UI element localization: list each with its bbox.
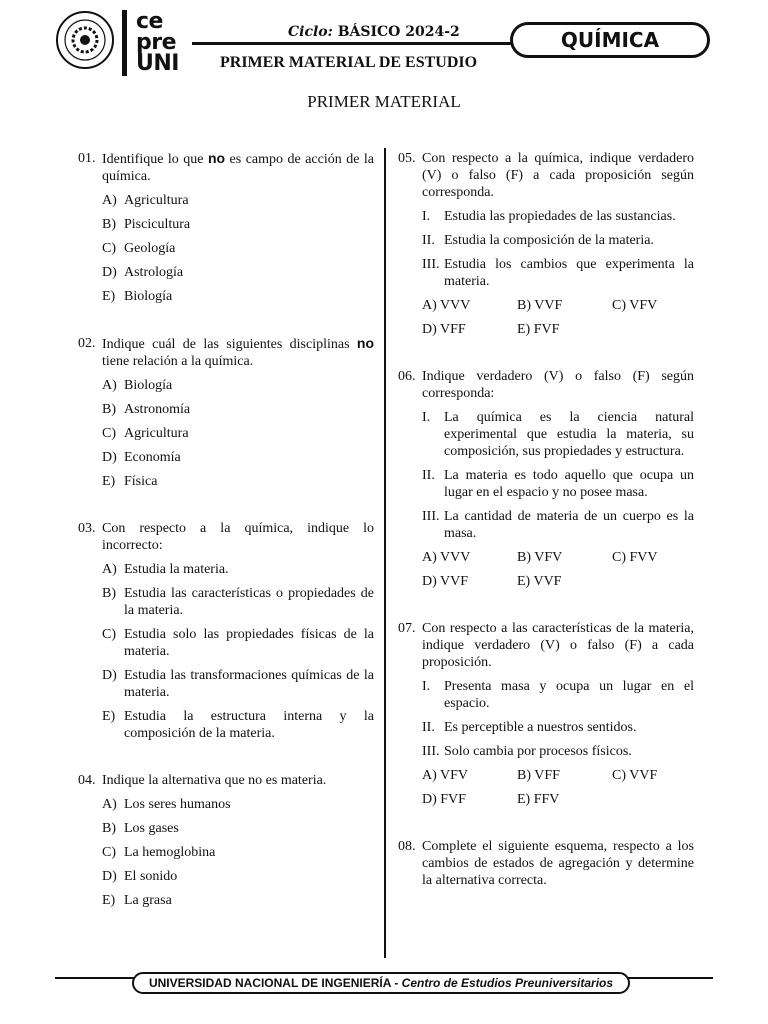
statement: [422, 208, 694, 225]
answer-option: A) VFV: [422, 768, 469, 783]
logo-line: pre: [136, 30, 177, 55]
footer-university: UNIVERSIDAD NACIONAL DE INGENIERÍA: [148, 976, 391, 990]
answer-option: [102, 216, 374, 233]
question-text-part: Identifique lo que: [102, 152, 208, 167]
statement-number: II.: [422, 468, 435, 483]
option-letter: C): [102, 845, 116, 860]
answer-option: [102, 449, 374, 466]
option-text: La hemoglobina: [124, 845, 216, 860]
answer-option: B) VFV: [517, 550, 563, 565]
statement-number: II.: [422, 233, 435, 248]
answer-option: [102, 796, 374, 813]
question-number: 07.: [398, 621, 416, 636]
option-letter: A): [102, 562, 117, 577]
statement-number: II.: [422, 720, 435, 735]
answer-option: [102, 377, 374, 394]
statement: [422, 719, 694, 736]
left-column: [78, 150, 374, 931]
statement-text: Presenta masa y ocupa un lugar en el espacio.: [444, 679, 694, 711]
answer-option: [102, 626, 374, 660]
question-number: 04.: [78, 773, 96, 788]
answer-option: D) FVF: [422, 792, 466, 807]
header-rule: [192, 42, 512, 45]
option-text: Estudia solo las propiedades físicas de la materia.: [124, 627, 374, 659]
question-number: 05.: [398, 151, 416, 166]
statement: [422, 409, 694, 460]
question-05: [398, 150, 694, 338]
statement-number: I.: [422, 209, 431, 224]
option-letter: B): [102, 402, 116, 417]
statement: [422, 232, 694, 249]
question-emphasis: no: [207, 150, 226, 166]
statement-number: I.: [422, 410, 431, 425]
statement-number: III.: [422, 257, 440, 272]
option-text: Física: [124, 474, 158, 489]
statement-text: Es perceptible a nuestros sentidos.: [444, 720, 637, 735]
question-number: 03.: [78, 521, 96, 536]
option-letter: B): [102, 586, 116, 601]
answer-option: [102, 667, 374, 701]
question-text: Indique la alternativa que no es materia.: [102, 773, 327, 788]
question-03: [78, 520, 374, 742]
question-text: Con respecto a las características de la materia, indique verdadero (V) o falso (F) a cada proposición.: [422, 621, 694, 670]
question-text: Indique verdadero (V) o falso (F) según corresponda:: [422, 369, 694, 401]
option-text: La grasa: [124, 893, 172, 908]
subject-badge: QUÍMICA: [510, 22, 710, 58]
question-number: 01.: [78, 151, 96, 166]
question-emphasis: no: [356, 335, 374, 351]
question-04: [78, 772, 374, 909]
answer-option: C) VFV: [612, 298, 658, 313]
question-06: [398, 368, 694, 590]
option-letter: B): [102, 821, 116, 836]
option-text: Economía: [124, 450, 181, 465]
question-number: 08.: [398, 839, 416, 854]
university-seal-logo: [55, 10, 115, 70]
question-text: [102, 150, 374, 185]
answer-option: [102, 561, 374, 578]
option-letter: D): [102, 450, 117, 465]
logo-line: ce: [136, 9, 163, 34]
option-letter: E): [102, 893, 116, 908]
option-text: Astrología: [124, 265, 184, 280]
answer-option: [102, 288, 374, 305]
statement: [422, 743, 694, 760]
option-letter: E): [102, 709, 116, 724]
answer-option: [102, 473, 374, 490]
answer-options: [422, 549, 694, 590]
option-letter: C): [102, 426, 116, 441]
answer-option: [102, 401, 374, 418]
statement-number: I.: [422, 679, 431, 694]
statement-text: Estudia las propiedades de las sustancias.: [444, 209, 676, 224]
answer-option: [102, 425, 374, 442]
statement: [422, 256, 694, 290]
option-text: Estudia la estructura interna y la composición de la materia.: [124, 709, 374, 741]
option-letter: D): [102, 668, 117, 683]
logo-divider: [122, 10, 127, 76]
option-text: Astronomía: [124, 402, 191, 417]
answer-options: [422, 297, 694, 338]
statement: [422, 467, 694, 501]
option-text: Biología: [124, 289, 173, 304]
option-text: Los seres humanos: [124, 797, 231, 812]
answer-option: A) VVV: [422, 298, 471, 313]
answer-option: D) VFF: [422, 322, 466, 337]
answer-option: [102, 868, 374, 885]
answer-option: [102, 585, 374, 619]
option-letter: A): [102, 193, 117, 208]
cepre-uni-logo: [136, 9, 179, 76]
question-number: 02.: [78, 336, 96, 351]
option-text: Los gases: [124, 821, 179, 836]
option-letter: E): [102, 289, 116, 304]
answer-option: E) VVF: [517, 574, 562, 589]
option-letter: E): [102, 474, 116, 489]
answer-option: [102, 892, 374, 909]
option-letter: D): [102, 265, 117, 280]
question-text: Con respecto a la química, indique verdadero (V) o falso (F) a cada proposición según corresponda.: [422, 151, 694, 200]
question-text-part: tiene relación a la química.: [102, 354, 254, 369]
answer-option: D) VVF: [422, 574, 469, 589]
answer-option: C) FVV: [612, 550, 658, 565]
option-text: Estudia las características o propiedades de la materia.: [124, 586, 374, 618]
option-text: Geología: [124, 241, 176, 256]
logo-line: UNI: [136, 51, 179, 76]
statement-text: Solo cambia por procesos físicos.: [444, 744, 632, 759]
answer-option: [102, 192, 374, 209]
answer-option: E) FVF: [517, 322, 560, 337]
cycle-prefix: Ciclo:: [288, 24, 333, 40]
question-text: Complete el siguiente esquema, respecto a los cambios de estados de agregación y determine la alternativa correcta.: [422, 839, 694, 888]
page-title: PRIMER MATERIAL: [307, 92, 461, 111]
option-text: Estudia la materia.: [124, 562, 229, 577]
option-text: Agricultura: [124, 193, 189, 208]
question-text: [102, 335, 374, 370]
question-08: [398, 838, 694, 889]
answer-option: B) VVF: [517, 298, 563, 313]
right-column: [398, 150, 694, 911]
cycle-label: [288, 24, 460, 40]
statement-number: III.: [422, 509, 440, 524]
question-text: Con respecto a la química, indique lo incorrecto:: [102, 521, 374, 553]
question-number: 06.: [398, 369, 416, 384]
material-title: PRIMER MATERIAL DE ESTUDIO: [220, 54, 478, 71]
answer-options: [422, 767, 694, 808]
option-letter: D): [102, 869, 117, 884]
option-text: Estudia las transformaciones químicas de la materia.: [124, 668, 374, 700]
answer-option: [102, 708, 374, 742]
statement-text: La cantidad de materia de un cuerpo es la masa.: [444, 509, 694, 541]
question-text-part: Indique cuál de las siguientes disciplinas: [102, 337, 357, 352]
option-letter: A): [102, 797, 117, 812]
answer-option: [102, 820, 374, 837]
option-text: Piscicultura: [124, 217, 191, 232]
option-text: Agricultura: [124, 426, 189, 441]
footer-center: Centro de Estudios Preuniversitarios: [401, 976, 614, 990]
statement: [422, 678, 694, 712]
answer-option: [102, 264, 374, 281]
statement-text: Estudia los cambios que experimenta la materia.: [444, 257, 694, 289]
answer-option: [102, 240, 374, 257]
statement-text: La materia es todo aquello que ocupa un lugar en el espacio y no posee masa.: [444, 468, 694, 500]
footer-separator: -: [390, 976, 402, 990]
option-letter: C): [102, 627, 116, 642]
option-text: Biología: [124, 378, 173, 393]
column-divider: [384, 148, 386, 958]
statement-number: III.: [422, 744, 440, 759]
answer-option: A) VVV: [422, 550, 471, 565]
answer-option: [102, 844, 374, 861]
option-letter: C): [102, 241, 116, 256]
question-07: [398, 620, 694, 808]
option-letter: B): [102, 217, 116, 232]
answer-option: B) VFF: [517, 768, 560, 783]
footer-institution: [132, 972, 630, 994]
statement-text: Estudia la composición de la materia.: [444, 233, 654, 248]
statement-text: La química es la ciencia natural experimental que estudia la materia, su composición, sus propiedades y estructura.: [444, 410, 694, 459]
question-01: [78, 150, 374, 305]
answer-option: E) FFV: [517, 792, 560, 807]
answer-option: C) VVF: [612, 768, 658, 783]
option-letter: A): [102, 378, 117, 393]
statement: [422, 508, 694, 542]
cycle-value: BÁSICO 2024-2: [337, 24, 460, 40]
question-02: [78, 335, 374, 490]
option-text: El sonido: [124, 869, 178, 884]
question-text-part: es campo de acción de la química.: [102, 152, 374, 184]
